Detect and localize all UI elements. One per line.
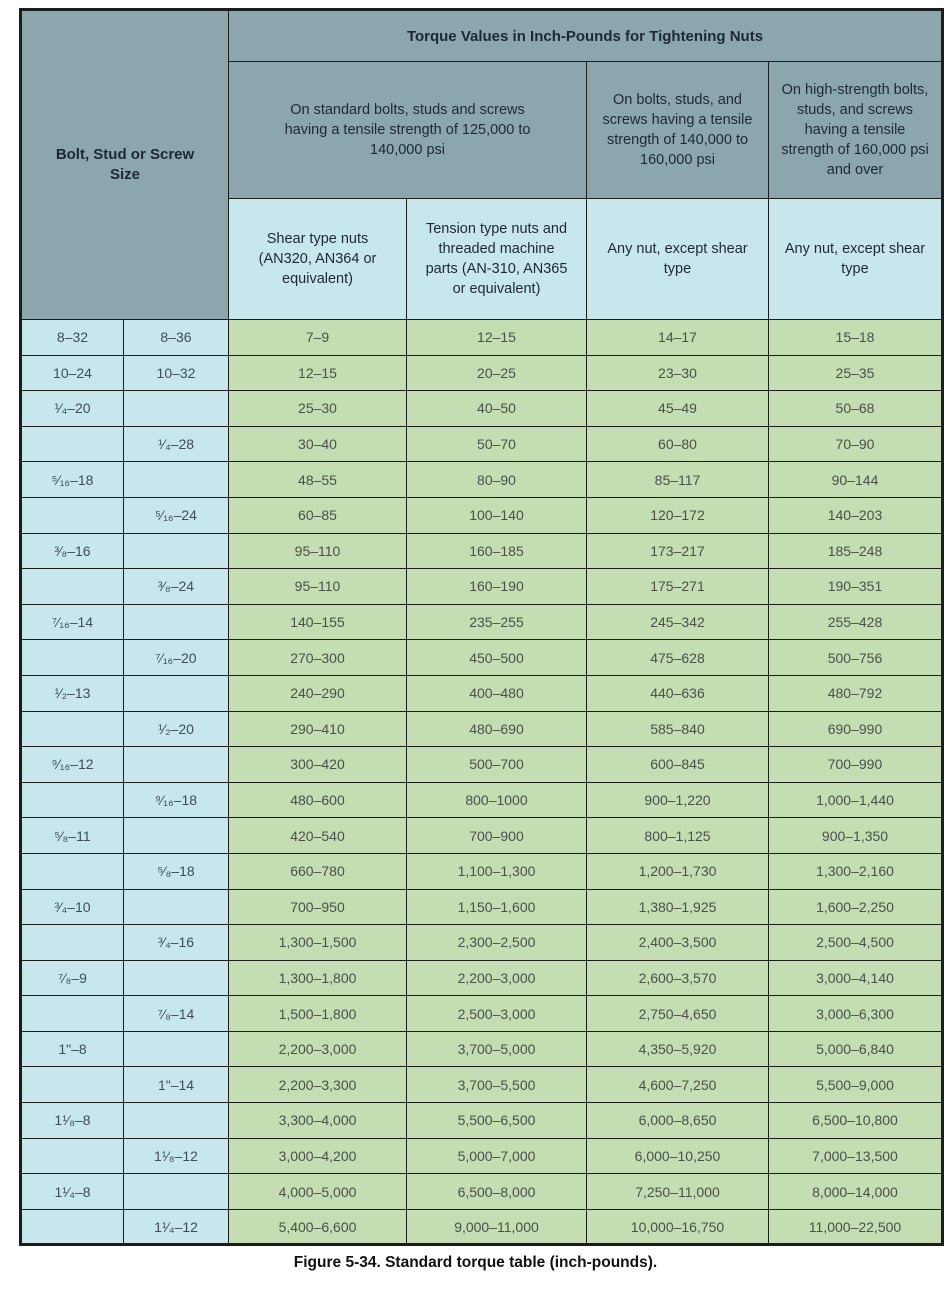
- torque-value-cell: 270–300: [229, 640, 407, 676]
- torque-value-cell: 48–55: [229, 462, 407, 498]
- torque-value-cell: 450–500: [407, 640, 587, 676]
- torque-value-cell: 6,000–8,650: [587, 1103, 769, 1139]
- subheader-shear-type-nuts: Shear type nuts (AN320, AN364 or equivalent): [229, 199, 407, 320]
- torque-value-cell: 23–30: [587, 355, 769, 391]
- torque-value-cell: 190–351: [769, 569, 943, 605]
- bolt-size-cell: [21, 996, 124, 1032]
- torque-value-cell: 2,500–4,500: [769, 925, 943, 961]
- bolt-size-cell: 1¹⁄₄–8: [21, 1174, 124, 1210]
- table-row: [21, 747, 943, 783]
- torque-value-cell: 2,200–3,000: [407, 960, 587, 996]
- bolt-size-cell: [21, 426, 124, 462]
- bolt-size-cell: ¹⁄₂–13: [21, 675, 124, 711]
- torque-value-cell: 2,500–3,000: [407, 996, 587, 1032]
- bolt-size-cell: [21, 1138, 124, 1174]
- torque-value-cell: 90–144: [769, 462, 943, 498]
- torque-value-cell: 480–792: [769, 675, 943, 711]
- torque-value-cell: 10,000–16,750: [587, 1209, 769, 1245]
- torque-value-cell: 1,200–1,730: [587, 853, 769, 889]
- bolt-size-cell: [21, 497, 124, 533]
- table-row: [21, 711, 943, 747]
- bolt-size-cell: [124, 391, 229, 427]
- figure-caption: [0, 1254, 951, 1272]
- group-header-140-160-psi: On bolts, studs, and screws having a tensile strength of 140,000 to 160,000 psi: [587, 62, 769, 199]
- table-row: [21, 391, 943, 427]
- torque-value-cell: 475–628: [587, 640, 769, 676]
- bolt-size-cell: 1"–8: [21, 1031, 124, 1067]
- bolt-size-cell: ³⁄₈–24: [124, 569, 229, 605]
- bolt-size-cell: ⁹⁄₁₆–12: [21, 747, 124, 783]
- bolt-size-cell: ⁷⁄₁₆–20: [124, 640, 229, 676]
- bolt-size-cell: [124, 960, 229, 996]
- torque-value-cell: 2,200–3,000: [229, 1031, 407, 1067]
- torque-value-cell: 8,000–14,000: [769, 1174, 943, 1210]
- torque-value-cell: 4,000–5,000: [229, 1174, 407, 1210]
- torque-value-cell: 120–172: [587, 497, 769, 533]
- torque-value-cell: 95–110: [229, 569, 407, 605]
- torque-value-cell: 20–25: [407, 355, 587, 391]
- torque-value-cell: 400–480: [407, 675, 587, 711]
- subheader-any-nut-high-strength: Any nut, except shear type: [769, 199, 943, 320]
- figure-caption-label: Figure 5-34.: [293, 1254, 381, 1271]
- torque-value-cell: 1,600–2,250: [769, 889, 943, 925]
- table-title: Torque Values in Inch-Pounds for Tightening Nuts: [229, 10, 943, 62]
- torque-value-cell: 15–18: [769, 320, 943, 356]
- bolt-size-cell: [21, 925, 124, 961]
- torque-value-cell: 2,600–3,570: [587, 960, 769, 996]
- torque-value-cell: 585–840: [587, 711, 769, 747]
- torque-value-cell: 5,500–6,500: [407, 1103, 587, 1139]
- table-row: [21, 355, 943, 391]
- table-row: [21, 426, 943, 462]
- torque-value-cell: 11,000–22,500: [769, 1209, 943, 1245]
- bolt-size-cell: [124, 533, 229, 569]
- torque-value-cell: 6,000–10,250: [587, 1138, 769, 1174]
- torque-value-cell: 900–1,220: [587, 782, 769, 818]
- table-row: [21, 1103, 943, 1139]
- table-row: [21, 1031, 943, 1067]
- bolt-size-cell: 8–36: [124, 320, 229, 356]
- torque-value-cell: 95–110: [229, 533, 407, 569]
- torque-value-cell: 1,150–1,600: [407, 889, 587, 925]
- bolt-size-cell: ⁷⁄₈–14: [124, 996, 229, 1032]
- torque-value-cell: 160–185: [407, 533, 587, 569]
- torque-value-cell: 290–410: [229, 711, 407, 747]
- torque-value-cell: 140–155: [229, 604, 407, 640]
- torque-value-cell: 1,100–1,300: [407, 853, 587, 889]
- bolt-size-cell: ¹⁄₂–20: [124, 711, 229, 747]
- table-row: [21, 853, 943, 889]
- table-row: [21, 818, 943, 854]
- torque-value-cell: 7–9: [229, 320, 407, 356]
- torque-value-cell: 500–700: [407, 747, 587, 783]
- table-row: [21, 889, 943, 925]
- torque-value-cell: 1,300–1,800: [229, 960, 407, 996]
- table-row: [21, 1138, 943, 1174]
- bolt-size-cell: [124, 818, 229, 854]
- bolt-size-cell: ³⁄₄–10: [21, 889, 124, 925]
- table-row: [21, 640, 943, 676]
- table-row: [21, 497, 943, 533]
- torque-value-cell: 800–1,125: [587, 818, 769, 854]
- torque-value-cell: 12–15: [229, 355, 407, 391]
- torque-value-cell: 3,700–5,500: [407, 1067, 587, 1103]
- table-row: [21, 604, 943, 640]
- torque-value-cell: 4,350–5,920: [587, 1031, 769, 1067]
- bolt-size-cell: [124, 1103, 229, 1139]
- torque-value-cell: 60–85: [229, 497, 407, 533]
- torque-value-cell: 700–900: [407, 818, 587, 854]
- table-row: [21, 462, 943, 498]
- torque-value-cell: 70–90: [769, 426, 943, 462]
- torque-value-cell: 5,000–7,000: [407, 1138, 587, 1174]
- torque-value-cell: 185–248: [769, 533, 943, 569]
- bolt-size-cell: ³⁄₈–16: [21, 533, 124, 569]
- bolt-size-cell: [124, 462, 229, 498]
- torque-value-cell: 5,500–9,000: [769, 1067, 943, 1103]
- bolt-size-cell: 1¹⁄₄–12: [124, 1209, 229, 1245]
- torque-value-cell: 100–140: [407, 497, 587, 533]
- torque-value-cell: 6,500–8,000: [407, 1174, 587, 1210]
- torque-value-cell: 2,400–3,500: [587, 925, 769, 961]
- torque-value-cell: 40–50: [407, 391, 587, 427]
- row-header-bolt-size: Bolt, Stud or Screw Size: [21, 10, 229, 320]
- torque-value-cell: 30–40: [229, 426, 407, 462]
- bolt-size-cell: ⁵⁄₈–11: [21, 818, 124, 854]
- torque-value-cell: 12–15: [407, 320, 587, 356]
- torque-value-cell: 235–255: [407, 604, 587, 640]
- torque-value-cell: 420–540: [229, 818, 407, 854]
- torque-value-cell: 5,400–6,600: [229, 1209, 407, 1245]
- torque-value-cell: 245–342: [587, 604, 769, 640]
- torque-value-cell: 3,000–6,300: [769, 996, 943, 1032]
- torque-value-cell: 500–756: [769, 640, 943, 676]
- bolt-size-cell: 8–32: [21, 320, 124, 356]
- torque-value-cell: 1,000–1,440: [769, 782, 943, 818]
- bolt-size-cell: 1¹⁄₈–12: [124, 1138, 229, 1174]
- torque-value-cell: 480–690: [407, 711, 587, 747]
- torque-value-cell: 50–68: [769, 391, 943, 427]
- table-row: [21, 960, 943, 996]
- bolt-size-cell: [21, 711, 124, 747]
- bolt-size-cell: ⁹⁄₁₆–18: [124, 782, 229, 818]
- table-row: [21, 782, 943, 818]
- bolt-size-cell: [124, 604, 229, 640]
- bolt-size-cell: [21, 782, 124, 818]
- torque-value-cell: 85–117: [587, 462, 769, 498]
- torque-value-cell: 1,500–1,800: [229, 996, 407, 1032]
- torque-value-cell: 25–30: [229, 391, 407, 427]
- bolt-size-cell: ¹⁄₄–28: [124, 426, 229, 462]
- torque-table-body: [21, 320, 943, 1245]
- torque-value-cell: 440–636: [587, 675, 769, 711]
- torque-value-cell: 7,250–11,000: [587, 1174, 769, 1210]
- torque-value-cell: 175–271: [587, 569, 769, 605]
- table-row: [21, 533, 943, 569]
- torque-table: [19, 8, 944, 1246]
- bolt-size-cell: ³⁄₄–16: [124, 925, 229, 961]
- table-row: [21, 675, 943, 711]
- torque-value-cell: 5,000–6,840: [769, 1031, 943, 1067]
- table-row: [21, 925, 943, 961]
- bolt-size-cell: [124, 1031, 229, 1067]
- torque-value-cell: 690–990: [769, 711, 943, 747]
- torque-value-cell: 14–17: [587, 320, 769, 356]
- torque-value-cell: 1,300–1,500: [229, 925, 407, 961]
- table-row: [21, 569, 943, 605]
- bolt-size-cell: ⁷⁄₈–9: [21, 960, 124, 996]
- torque-value-cell: 50–70: [407, 426, 587, 462]
- torque-value-cell: 700–950: [229, 889, 407, 925]
- figure-caption-text: Standard torque table (inch-pounds).: [385, 1254, 658, 1271]
- torque-value-cell: 160–190: [407, 569, 587, 605]
- torque-value-cell: 9,000–11,000: [407, 1209, 587, 1245]
- torque-value-cell: 2,200–3,300: [229, 1067, 407, 1103]
- bolt-size-cell: [21, 569, 124, 605]
- torque-value-cell: 240–290: [229, 675, 407, 711]
- bolt-size-cell: [21, 640, 124, 676]
- bolt-size-cell: 1"–14: [124, 1067, 229, 1103]
- torque-value-cell: 300–420: [229, 747, 407, 783]
- torque-value-cell: 6,500–10,800: [769, 1103, 943, 1139]
- table-row: [21, 1067, 943, 1103]
- subheader-any-nut-140-160: Any nut, except shear type: [587, 199, 769, 320]
- torque-value-cell: 900–1,350: [769, 818, 943, 854]
- torque-value-cell: 80–90: [407, 462, 587, 498]
- bolt-size-cell: 10–24: [21, 355, 124, 391]
- torque-value-cell: 700–990: [769, 747, 943, 783]
- torque-value-cell: 1,300–2,160: [769, 853, 943, 889]
- torque-value-cell: 800–1000: [407, 782, 587, 818]
- torque-value-cell: 173–217: [587, 533, 769, 569]
- bolt-size-cell: ¹⁄₄–20: [21, 391, 124, 427]
- bolt-size-cell: ⁵⁄₈–18: [124, 853, 229, 889]
- torque-value-cell: 7,000–13,500: [769, 1138, 943, 1174]
- torque-value-cell: 3,000–4,200: [229, 1138, 407, 1174]
- torque-value-cell: 2,750–4,650: [587, 996, 769, 1032]
- bolt-size-cell: [124, 1174, 229, 1210]
- torque-value-cell: 480–600: [229, 782, 407, 818]
- bolt-size-cell: [124, 889, 229, 925]
- table-row: [21, 320, 943, 356]
- torque-value-cell: 45–49: [587, 391, 769, 427]
- bolt-size-cell: 10–32: [124, 355, 229, 391]
- torque-value-cell: 660–780: [229, 853, 407, 889]
- torque-value-cell: 600–845: [587, 747, 769, 783]
- bolt-size-cell: 1¹⁄₈–8: [21, 1103, 124, 1139]
- table-row: [21, 996, 943, 1032]
- torque-value-cell: 140–203: [769, 497, 943, 533]
- bolt-size-cell: [124, 747, 229, 783]
- torque-value-cell: 3,000–4,140: [769, 960, 943, 996]
- torque-value-cell: 60–80: [587, 426, 769, 462]
- group-header-standard-bolts: On standard bolts, studs and screws having a tensile strength of 125,000 to 140,000 psi: [229, 62, 587, 199]
- table-row: [21, 1174, 943, 1210]
- bolt-size-cell: ⁷⁄₁₆–14: [21, 604, 124, 640]
- torque-value-cell: 25–35: [769, 355, 943, 391]
- subheader-tension-type-nuts: Tension type nuts and threaded machine parts (AN-310, AN365 or equivalent): [407, 199, 587, 320]
- torque-value-cell: 3,300–4,000: [229, 1103, 407, 1139]
- table-row: [21, 1209, 943, 1245]
- bolt-size-cell: [124, 675, 229, 711]
- torque-value-cell: 2,300–2,500: [407, 925, 587, 961]
- bolt-size-cell: [21, 853, 124, 889]
- bolt-size-cell: ⁵⁄₁₆–24: [124, 497, 229, 533]
- bolt-size-cell: [21, 1209, 124, 1245]
- bolt-size-cell: [21, 1067, 124, 1103]
- torque-value-cell: 255–428: [769, 604, 943, 640]
- torque-value-cell: 4,600–7,250: [587, 1067, 769, 1103]
- torque-value-cell: 3,700–5,000: [407, 1031, 587, 1067]
- torque-value-cell: 1,380–1,925: [587, 889, 769, 925]
- bolt-size-cell: ⁵⁄₁₆–18: [21, 462, 124, 498]
- group-header-high-strength: On high-strength bolts, studs, and screws having a tensile strength of 160,000 psi and over: [769, 62, 943, 199]
